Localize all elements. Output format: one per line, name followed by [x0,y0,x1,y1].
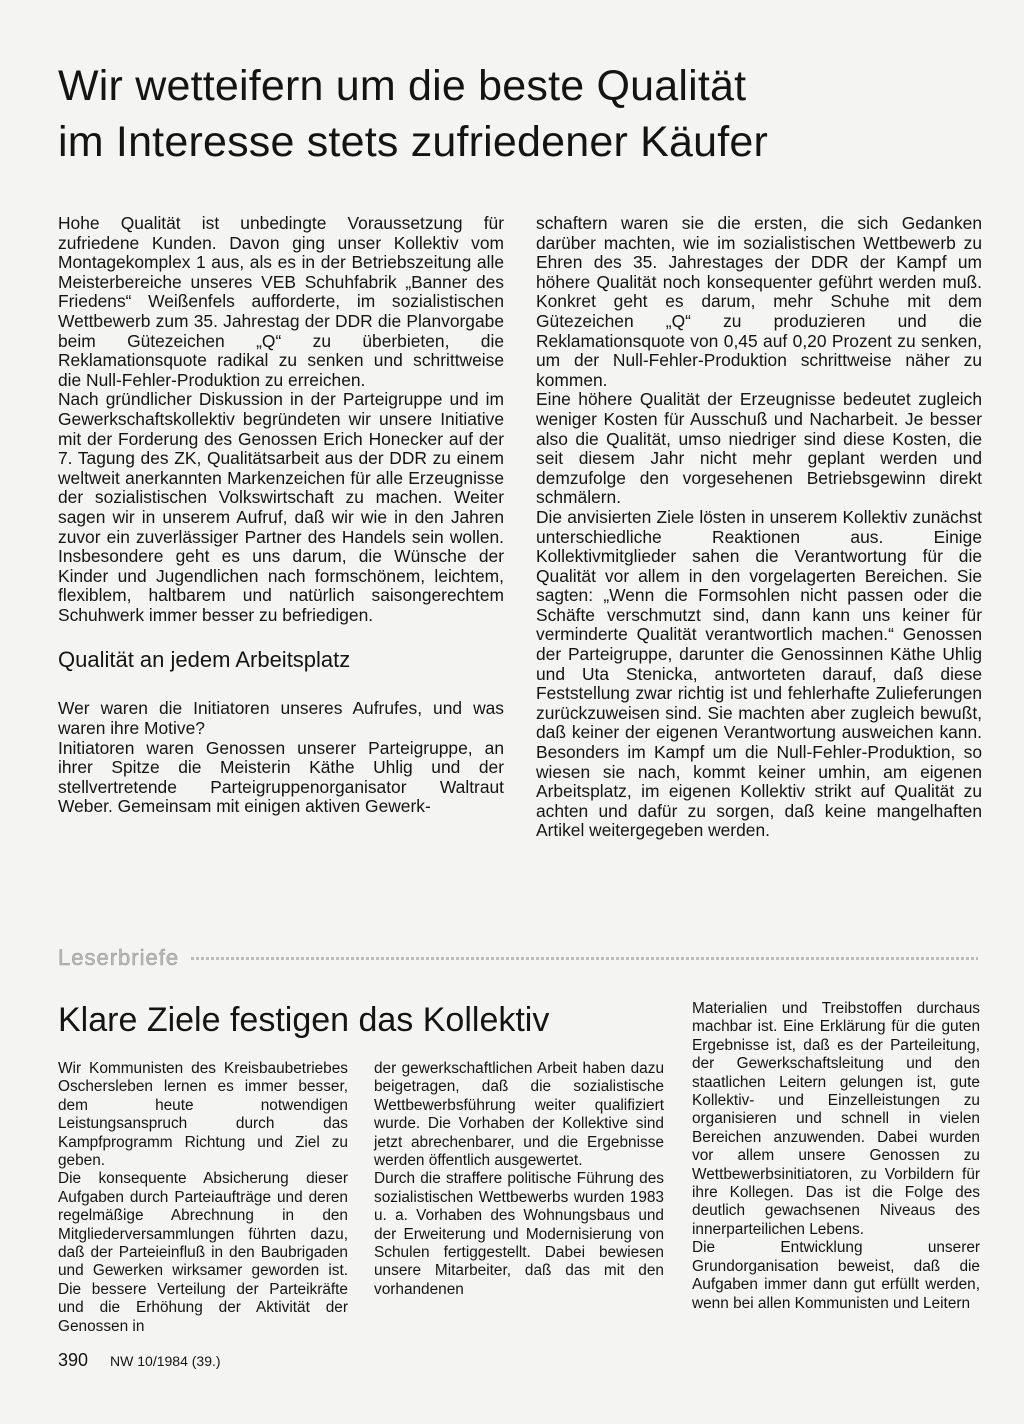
paragraph: Die Entwicklung unserer Grundorganisation beweist, daß die Aufgaben immer dann gut erfüllt werden, wenn bei allen Kommunisten und Leitern [692,1239,980,1312]
issue-reference: NW 10/1984 (39.) [110,1353,221,1369]
paragraph: Wer waren die Initiatoren unseres Aufrufes, und was waren ihre Motive? [58,698,504,739]
paragraph: der gewerkschaftlichen Arbeit haben dazu beigetragen, daß die sozialistische Wettbewerbsführung weiter qualifiziert wurde. Die Vorhaben der Kollektive sind jetzt abrechenbarer, und die Ergebnisse werden öffentlich ausgewertet. [374,1060,664,1170]
headline-line-2: im Interesse stets zufriedener Käufer [58,118,769,166]
paragraph: Durch die straffere politische Führung des sozialistischen Wettbewerbs wurden 1983 u. a. Vorhaben des Wohnungsbaus und der Erweiterung und Modernisierung von Schulen fertiggestellt. Dabei bewiesen unsere Mitarbeiter, daß das mit den vorhandenen [374,1170,664,1298]
article-column-right [536,214,982,841]
paragraph: Nach gründlicher Diskussion in der Parteigruppe und im Gewerkschaftskollektiv begründeten wir unsere Initiative mit der Forderung des Genossen Erich Honecker auf der 7. Tagung des ZK, Qualitätsarbeit aus der DDR zu einem weltweit anerkannten Markenzeichen für alle Erzeugnisse der sozialistischen Volkswirtschaft zu machen. Weiter sagen wir in unserem Aufruf, daß wir wie in den Jahren zuvor ein zuverlässiger Partner des Handels sein wollen. Insbesondere geht es uns darum, die Wünsche der Kinder und Jugendlichen nach formschönem, leichtem, flexiblem, haltbarem und natürlich saisongerechtem Schuhwerk immer besser zu befriedigen. [58,389,504,625]
paragraph: Die anvisierten Ziele lösten in unserem Kollektiv zunächst unterschiedliche Reaktionen aus. Einige Kollektivmitglieder sahen die Verantwortung für die Qualität vor allem in den vorgelagerten Bereichen. Sie sagten: „Wenn die Formsohlen nicht passen oder die Schäfte verschmutzt sind, dann kann uns keiner für verminderte Qualität verantwortlich machen.“ Genossen der Parteigruppe, darunter die Genossinnen Käthe Uhlig und Uta Stenicka, antworteten darauf, daß diese Feststellung zwar richtig ist und fehlerhafte Zulieferungen zurückzuweisen sind. Sie machten aber zugleich bewußt, daß keiner der eigenen Verantwortung ausweichen kann. Besonders im Kampf um die Null-Fehler-Produktion, so wiesen sie nach, kommt keiner umhin, am eigenen Arbeitsplatz, im eigenen Kollektiv strikt auf Qualität zu achten und dafür zu sorgen, daß keine mangelhaften Artikel weitergegeben werden. [536,506,982,841]
letter-column-1 [58,1060,348,1336]
article-subheading: Qualität an jedem Arbeitsplatz [58,647,351,673]
letter-column-3 [692,1000,980,1313]
paragraph: Die konsequente Absicherung dieser Aufgaben durch Parteiaufträge und deren regelmäßige Abrechnung in den Mitgliederversammlungen führten dazu, daß der Parteieinfluß in den Baubrigaden und Gewerken wirksamer geworden ist. Die bessere Verteilung der Parteikräfte und die Erhöhung der Aktivität der Genossen in [58,1170,348,1335]
page-footer [58,1350,221,1371]
letter-headline: Klare Ziele festigen das Kollektiv [58,1001,550,1039]
paragraph: Materialien und Treibstoffen durchaus machbar ist. Eine Erklärung für die guten Ergebnisse ist, daß es der Parteileitung, der Gewerkschaftsleitung und den staatlichen Leitern gelungen ist, gute Kollektiv- und Einzelleistungen zu organisieren und schnell in vielen Bereichen anzuwenden. Dabei wurden vor allem unsere Genossen zu Wettbewerbsinitiatoren, zu Vorbildern für ihre Kollegen. Das ist die Folge des deutlich gewachsenen Niveaus des innerparteilichen Lebens. [692,1000,980,1238]
paragraph: Initiatoren waren Genossen unserer Parteigruppe, an ihrer Spitze die Meisterin Käthe Uhlig und der stellvertretende Parteigruppenorganisator Waltraut Weber. Gemeinsam mit einigen aktiven Gewerk- [58,737,504,817]
paragraph: Wir Kommunisten des Kreisbaubetriebes Oschersleben lernen es immer besser, dem heute notwendigen Leistungsanspruch durch das Kampfprogramm Richtung und Ziel zu geben. [58,1060,348,1170]
paragraph: Hohe Qualität ist unbedingte Voraussetzung für zufriedene Kunden. Davon ging unser Kollektiv vom Montagekomplex 1 aus, als es in der Betriebszeitung alle Meisterbereiche unseres VEB Schuhfabrik „Banner des Friedens“ Weißenfels aufforderte, im sozialistischen Wettbewerb zum 35. Jahrestag der DDR die Planvorgabe beim Gütezeichen „Q“ zu überbieten, die Reklamationsquote radikal zu senken und schrittweise die Null-Fehler-Produktion zu erreichen. [58,213,504,390]
article-headline [58,58,958,170]
paragraph: schaftern waren sie die ersten, die sich Gedanken darüber machten, wie im sozialistischen Wettbewerb zu Ehren des 35. Jahrestages der DDR der Kampf um höhere Qualität noch konsequenter geführt werden muß. Konkret geht es darum, mehr Schuhe mit dem Gütezeichen „Q“ zu produzieren und die Reklamationsquote von 0,45 auf 0,20 Prozent zu senken, um der Null-Fehler-Produktion schrittweise näher zu kommen. [536,213,982,390]
paragraph: Eine höhere Qualität der Erzeugnisse bedeutet zugleich weniger Kosten für Ausschuß und Nacharbeit. Je besser also die Qualität, umso niedriger sind diese Kosten, die seit diesem Jahr nicht mehr geplant werden und demzufolge den vorgesehenen Betriebsgewinn direkt schmälern. [536,389,982,508]
article-column-left [58,214,504,817]
section-label: Leserbriefe [58,945,180,970]
letter-column-2 [374,1060,664,1299]
section-divider [58,946,978,970]
headline-line-1: Wir wetteifern um die beste Qualität [58,62,747,110]
section-rule [191,957,978,960]
page-number: 390 [58,1350,89,1370]
